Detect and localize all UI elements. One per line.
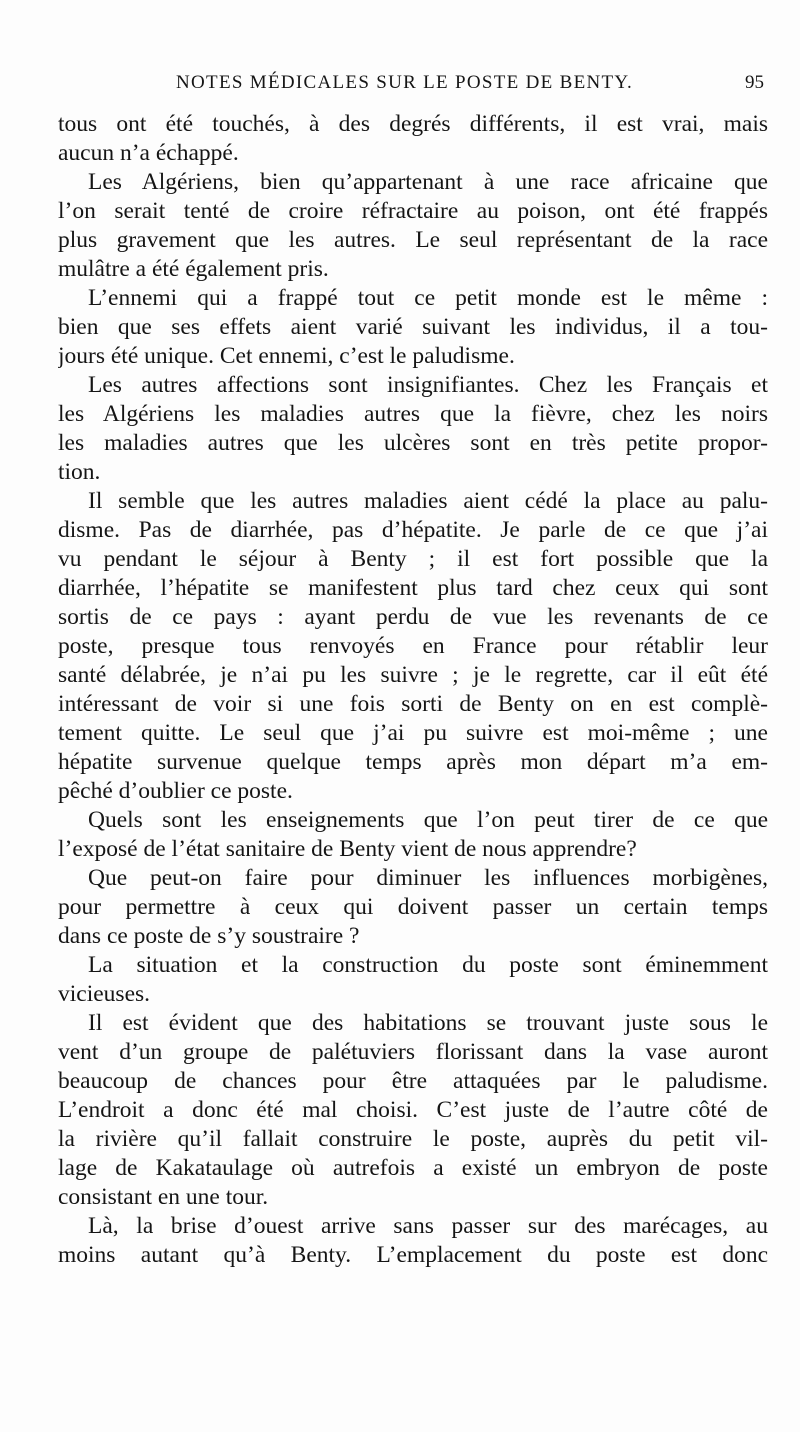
text-line: les Algériens les maladies autres que la fièvre, chez les noirs [58, 401, 768, 427]
text-line: diarrhée, l’hépatite se manifestent plus tard chez ceux qui sont [58, 575, 768, 601]
text-line: tion. [58, 459, 101, 485]
text-line: consistant en une tour. [58, 1184, 269, 1210]
text-line: lage de Kakataulage où autrefois a existé un embryon de poste [58, 1155, 768, 1181]
text-line: sortis de ce pays : ayant perdu de vue les revenants de ce [58, 604, 768, 630]
text-line: intéressant de voir si une fois sorti de Benty on en est complè- [58, 691, 768, 717]
text-line: l’exposé de l’état sanitaire de Benty vient de nous apprendre? [58, 836, 637, 862]
running-title: NOTES MÉDICALES SUR LE POSTE DE BENTY. [176, 72, 634, 93]
text-line: les maladies autres que les ulcères sont en très petite propor- [58, 430, 768, 456]
text-line: vicieuses. [58, 981, 151, 1007]
text-line: L’ennemi qui a frappé tout ce petit monde est le même : [88, 285, 768, 311]
text-line: Quels sont les enseignements que l’on peut tirer de ce que [88, 807, 768, 833]
text-line: vent d’un groupe de palétuviers florissant dans la vase auront [58, 1039, 768, 1065]
text-line: vu pendant le séjour à Benty ; il est fort possible que la [58, 546, 768, 572]
text-line: Il semble que les autres maladies aient cédé la place au palu- [88, 488, 768, 514]
text-line: pêché d’oublier ce poste. [58, 778, 293, 804]
running-head [58, 72, 764, 102]
text-line: L’endroit a donc été mal choisi. C’est juste de l’autre côté de [58, 1097, 768, 1123]
text-line: Il est évident que des habitations se trouvant juste sous le [88, 1010, 768, 1036]
text-line: aucun n’a échappé. [58, 140, 239, 166]
text-line: Les autres affections sont insignifiantes. Chez les Français et [88, 372, 768, 398]
text-line: Les Algériens, bien qu’appartenant à une race africaine que [88, 169, 768, 195]
text-line: Que peut-on faire pour diminuer les influences morbigènes, [88, 865, 768, 891]
page-number: 95 [745, 72, 764, 93]
text-line: mulâtre a été également pris. [58, 256, 329, 282]
text-line: beaucoup de chances pour être attaquées par le paludisme. [58, 1068, 768, 1094]
text-line: l’on serait tenté de croire réfractaire au poison, ont été frappés [58, 198, 768, 224]
text-line: poste, presque tous renvoyés en France pour rétablir leur [58, 633, 768, 659]
text-line: plus gravement que les autres. Le seul représentant de la race [58, 227, 768, 253]
text-line: santé délabrée, je n’ai pu les suivre ; je le regrette, car il eût été [58, 662, 768, 688]
text-line: bien que ses effets aient varié suivant les individus, il a tou- [58, 314, 768, 340]
text-line: Là, la brise d’ouest arrive sans passer sur des marécages, au [88, 1213, 768, 1239]
text-line: La situation et la construction du poste sont éminemment [88, 952, 768, 978]
text-line: la rivière qu’il fallait construire le poste, auprès du petit vil- [58, 1126, 768, 1152]
text-line: disme. Pas de diarrhée, pas d’hépatite. Je parle de ce que j’ai [58, 517, 768, 543]
text-line: jours été unique. Cet ennemi, c’est le paludisme. [58, 343, 515, 369]
text-line: hépatite survenue quelque temps après mon départ m’a em- [58, 749, 768, 775]
text-line: tous ont été touchés, à des degrés différents, il est vrai, mais [58, 111, 768, 137]
text-line: moins autant qu’à Benty. L’emplacement du poste est donc [58, 1242, 768, 1268]
text-line: tement quitte. Le seul que j’ai pu suivre est moi-même ; une [58, 720, 768, 746]
text-line: pour permettre à ceux qui doivent passer un certain temps [58, 894, 768, 920]
body-text [58, 110, 768, 1270]
text-line: dans ce poste de s’y soustraire ? [58, 923, 360, 949]
